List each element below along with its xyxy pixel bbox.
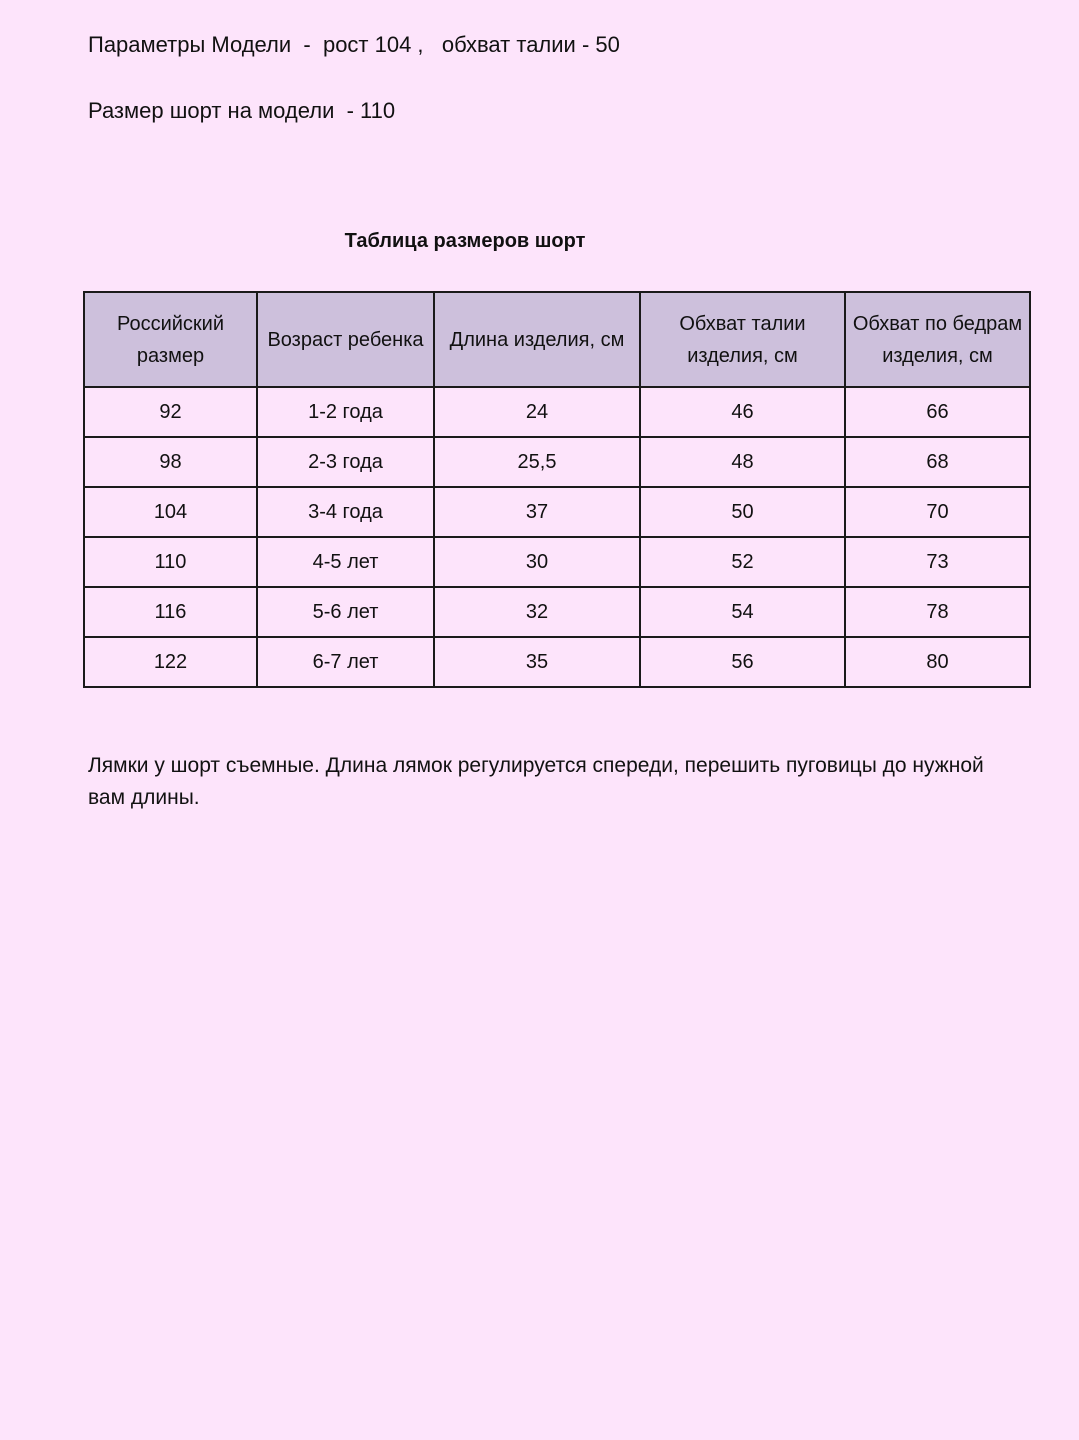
cell-hips: 73 [845,537,1030,587]
cell-length: 32 [434,587,640,637]
table-row [84,587,1030,637]
table-row [84,487,1030,537]
size-table [83,291,1031,688]
table-row [84,437,1030,487]
cell-ru-size: 122 [84,637,257,687]
table-title: Таблица размеров шорт [344,230,586,252]
cell-ru-size: 98 [84,437,257,487]
model-size-text: Размер шорт на модели - 110 [88,98,396,123]
cell-ru-size: 104 [84,487,257,537]
cell-length: 35 [434,637,640,687]
column-header-length: Длина изделия, см [434,292,640,387]
cell-hips: 70 [845,487,1030,537]
column-header-hips: Обхват по бедрам изделия, см [845,292,1030,387]
cell-length: 30 [434,537,640,587]
cell-waist: 56 [640,637,845,687]
cell-age: 2-3 года [257,437,434,487]
cell-waist: 54 [640,587,845,637]
column-header-waist: Обхват талии изделия, см [640,292,845,387]
cell-length: 24 [434,387,640,437]
cell-ru-size: 92 [84,387,257,437]
table-row [84,537,1030,587]
cell-waist: 46 [640,387,845,437]
cell-hips: 68 [845,437,1030,487]
cell-ru-size: 110 [84,537,257,587]
cell-age: 4-5 лет [257,537,434,587]
cell-ru-size: 116 [84,587,257,637]
cell-age: 6-7 лет [257,637,434,687]
straps-note: Лямки у шорт съемные. Длина лямок регулируется спереди, перешить пуговицы до нужной вам длины. [88,754,984,809]
table-row [84,387,1030,437]
cell-length: 37 [434,487,640,537]
cell-length: 25,5 [434,437,640,487]
cell-hips: 78 [845,587,1030,637]
cell-hips: 66 [845,387,1030,437]
cell-age: 5-6 лет [257,587,434,637]
cell-waist: 50 [640,487,845,537]
cell-waist: 48 [640,437,845,487]
cell-age: 3-4 года [257,487,434,537]
cell-age: 1-2 года [257,387,434,437]
table-header-row [84,292,1030,387]
model-params-text: Параметры Модели - рост 104 , обхват талии - 50 [88,32,620,57]
table-row [84,637,1030,687]
column-header-age: Возраст ребенка [257,292,434,387]
cell-waist: 52 [640,537,845,587]
cell-hips: 80 [845,637,1030,687]
column-header-ru-size: Российский размер [84,292,257,387]
